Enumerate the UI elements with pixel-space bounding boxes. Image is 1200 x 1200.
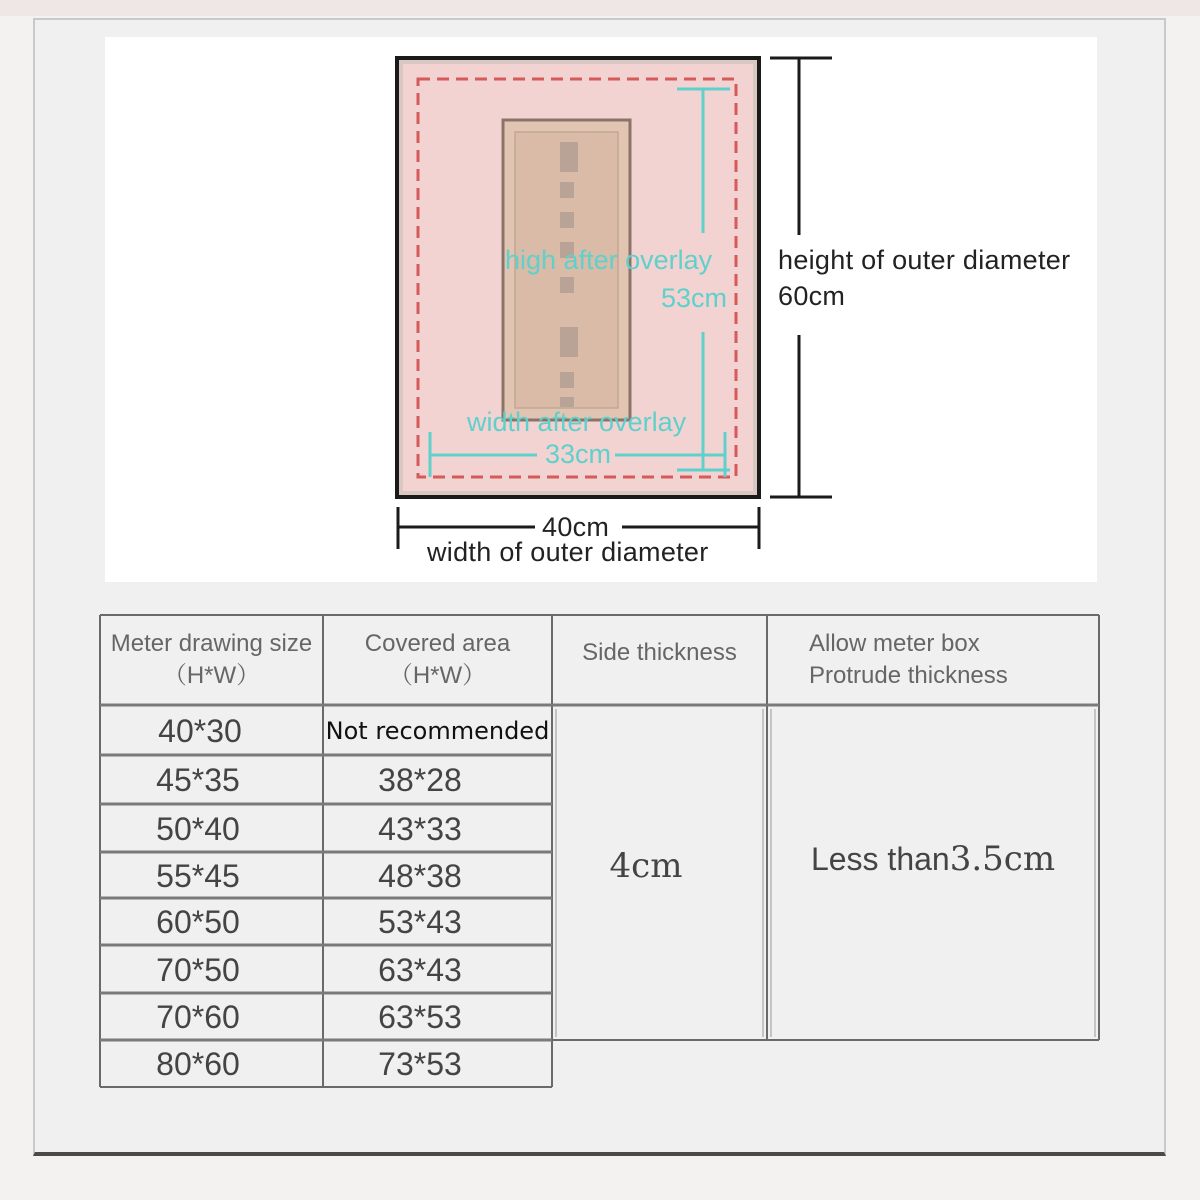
header-side-thickness [552,617,767,689]
outer-height-value: 60cm [778,281,846,311]
row-8-area: 73*53 [378,1046,462,1082]
row-2-size: 45*35 [156,762,240,798]
overlay-height-value: 53cm [661,283,728,313]
header-covered-area-line2: （H*W） [388,662,487,689]
header-meter-size-line2: （H*W） [162,662,261,689]
row-2-area: 38*28 [378,762,462,798]
row-3-size: 50*40 [156,810,240,847]
row-7-size: 70*60 [156,999,240,1035]
row-7-area: 63*53 [378,999,462,1035]
protrude-number: 3.5cm [949,839,1056,879]
header-meter-size [100,617,323,703]
diagram-area [105,37,1097,582]
frame-diagram [105,37,1097,582]
outer-width-value: 40cm [542,512,610,542]
side-thickness-text: 4cm [609,846,683,886]
header-covered-area [323,617,552,703]
row-6-size: 70*50 [156,951,240,988]
overlay-width-label: width after overlay [467,407,687,437]
overlay-width-value: 33cm [545,439,612,469]
header-side-thickness-text: Side thickness [582,639,737,666]
top-strip [0,0,1200,16]
header-protrude-line2: Protrude thickness [809,662,1008,689]
header-covered-area-line1: Covered area [364,630,511,657]
outer-height-dimension [770,58,832,497]
row-1-area: Not recommended [325,717,550,745]
protrude-thickness-value [771,709,1095,1009]
row-6-area: 63*43 [378,951,462,988]
overlay-height-label: high after overlay [505,245,713,275]
outer-height-label: height of outer diameter [778,245,1071,275]
row-5-size: 60*50 [156,904,240,940]
row-4-size: 55*45 [156,857,240,894]
row-1-size: 40*30 [158,712,242,749]
protrude-prefix: Less than [810,840,950,877]
row-8-size: 80*60 [156,1046,240,1082]
row-3-area: 43*33 [378,810,462,847]
row-5-area: 53*43 [378,904,462,940]
row-4-area: 48*38 [378,857,462,894]
outer-width-label: width of outer diameter [427,537,709,567]
header-meter-size-line1: Meter drawing size [110,630,313,657]
header-protrude-thickness [767,617,1099,703]
side-thickness-value [556,709,736,1023]
header-protrude-line1: Allow meter box [809,630,980,657]
